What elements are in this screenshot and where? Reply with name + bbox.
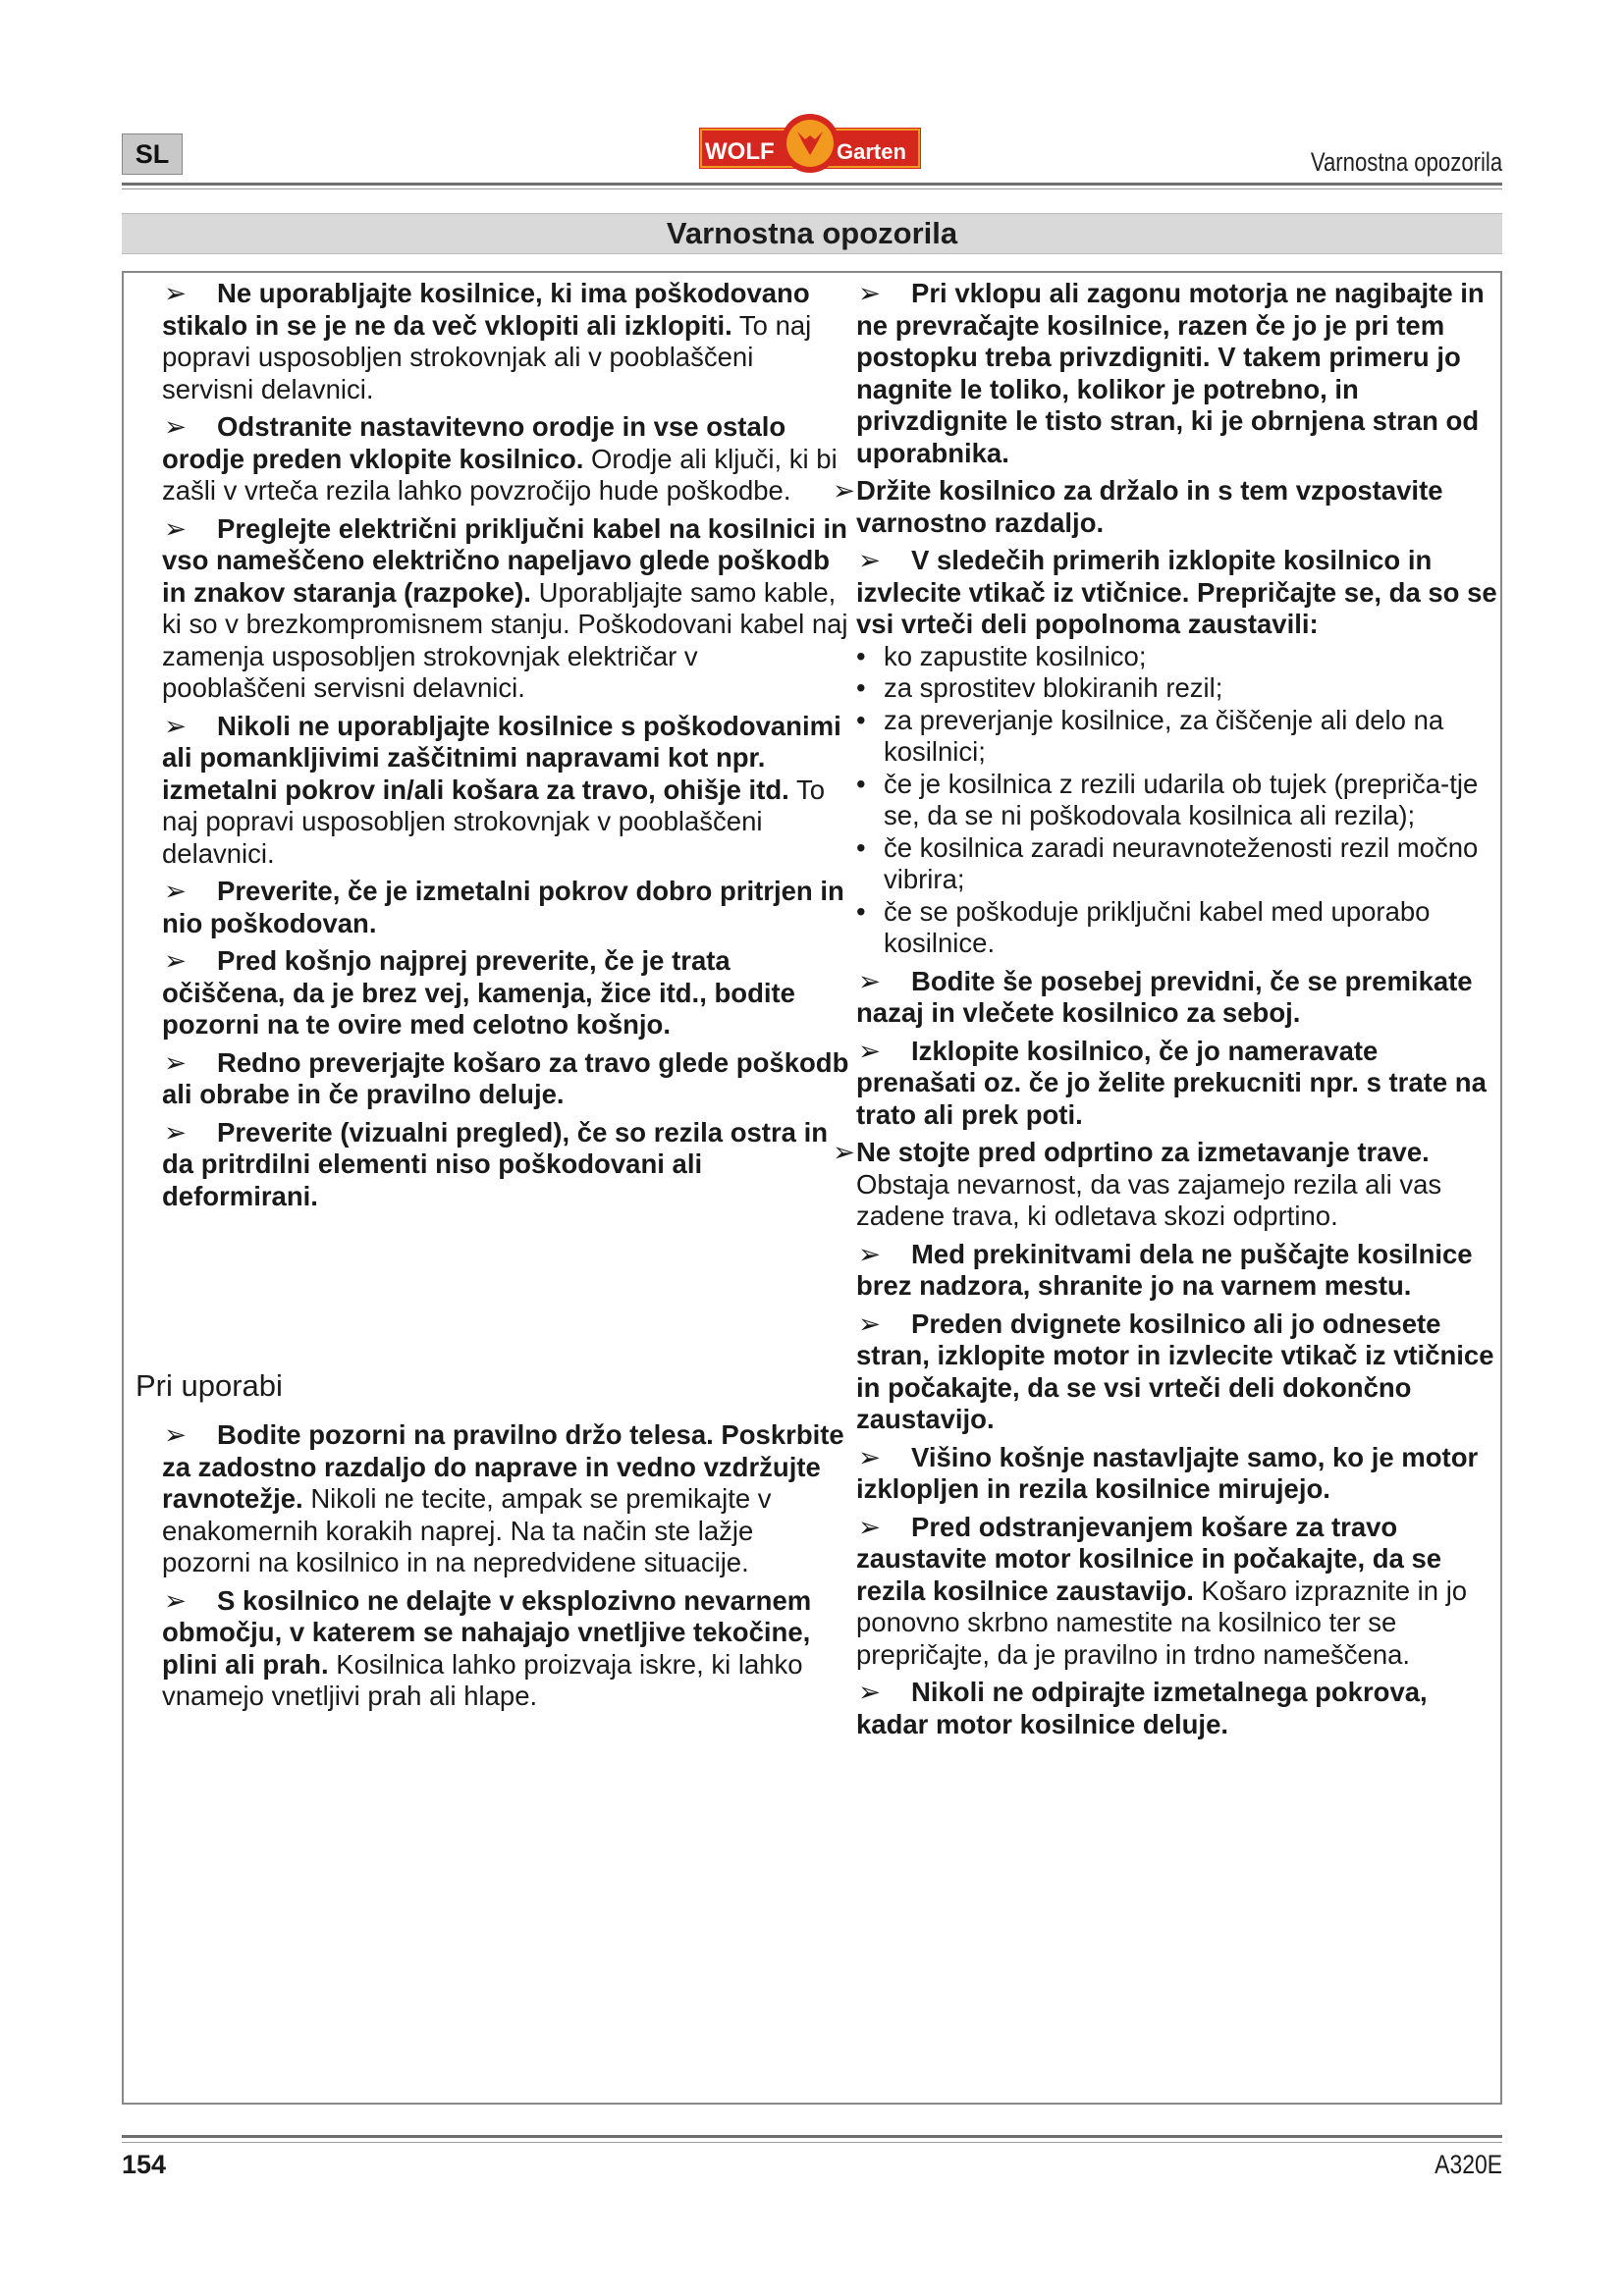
arrow-bullet-icon: ➢: [164, 512, 188, 544]
list-item: • za preverjanje kosilnice, za čiščenje ali delo na kosilnici;: [856, 704, 1444, 767]
warning-item: ➢ V sledečih primerih izklopite kosilnico in izvlecite vtikač iz vtičnice. Prepričajte se, da so se vsi vrteči deli popolnoma zaustavili:: [856, 545, 1497, 639]
warning-item: ➢ Pred odstranjevanjem košare za travo zaustavite motor kosilnice in počakajte, da se rezila kosilnice zaustavijo. Košaro izpraznite in jo ponovno skrbno namestite na kosilnico ter se prepričajte, da je pravilno in trdno nameščena.: [856, 1511, 1468, 1670]
arrow-bullet-icon: ➢: [164, 710, 188, 741]
stop-conditions-list: [856, 641, 1504, 960]
arrow-bullet-icon: ➢: [164, 1116, 188, 1148]
warning-item: ➢ Preglejte električni priključni kabel na kosilnici in vso nameščeno električno napeljavo glede poškodb in znakov staranja (razpoke). Uporabljajte samo kable, ki so v brezkompromisnem stanju. Poškodovani kabel naj zamenja usposobljen strokovnjak električar v pooblaščeni servisni delavnici.: [162, 512, 848, 703]
arrow-bullet-icon: ➢: [858, 1035, 882, 1066]
warning-item: ➢ Preverite, če je izmetalni pokrov dobro pritrjen in nio poškodovan.: [162, 876, 844, 938]
arrow-bullet-icon: ➢: [164, 945, 188, 976]
header-rule-thin: [122, 188, 1502, 189]
logo-text-wolf: WOLF: [705, 138, 775, 165]
section-heading-pri-uporabi: Pri uporabi: [135, 1368, 283, 1403]
footer-rule-thin: [122, 2142, 1502, 2143]
language-badge: SL: [122, 133, 183, 175]
warning-item: ➢ Bodite še posebej previdni, če se premikate nazaj in vlečete kosilnico za seboj.: [856, 965, 1473, 1028]
warning-item: ➢ Preverite (vizualni pregled), če so rezila ostra in da pritrdilni elementi niso poškodovani ali deformirani.: [162, 1116, 829, 1211]
dot-bullet-icon: •: [856, 831, 866, 863]
list-item: • če kosilnica zaradi neuravnoteženosti rezil močno vibrira;: [856, 831, 1479, 894]
arrow-bullet-icon: ➢: [164, 876, 188, 906]
warning-item: ➢ Bodite pozorni na pravilno držo telesa. Poskrbite za zadostno razdaljo do naprave in vedno vzdržujte ravnotežje. Nikoli ne tecite, ampak se premikajte v enakomernih korakih naprej. Na ta način ste lažje pozorni na kosilnico in na nepredvidene situacije.: [162, 1419, 844, 1577]
left-column-usage: [162, 1419, 849, 1719]
page-title: Varnostna opozorila: [122, 213, 1502, 254]
warning-item: ➢ Izklopite kosilnico, če jo nameravate prenašati oz. če jo želite prekucniti npr. s trate na trato ali prek poti.: [856, 1035, 1487, 1130]
warning-item: ➢Držite kosilnico za držalo in s tem vzpostavite varnostno razdaljo.: [833, 475, 1443, 538]
dot-bullet-icon: •: [856, 672, 866, 703]
arrow-bullet-icon: ➢: [858, 545, 882, 575]
list-item: • če je kosilnica z rezili udarila ob tujek (prepriča-tje se, da se ni poškodovala kosilnica ali rezila);: [856, 768, 1479, 830]
warning-item: ➢ Ne uporabljajte kosilnice, ki ima poškodovano stikalo in se je ne da več vklopiti ali izklopiti. To naj popravi usposobljen strokovnjak ali v pooblaščeni servisni delavnici.: [162, 278, 812, 404]
arrow-bullet-icon: ➢: [858, 965, 882, 996]
footer-rule: [122, 2135, 1502, 2138]
arrow-bullet-icon: ➢: [164, 1046, 188, 1078]
dot-bullet-icon: •: [856, 704, 866, 735]
warning-item: ➢ Med prekinitvami dela ne puščajte kosilnice brez nadzora, shranite jo na varnem mestu.: [856, 1238, 1473, 1301]
header-rule: [122, 183, 1502, 186]
warning-item: ➢ Odstranite nastavitevno orodje in vse ostalo orodje preden vklopite kosilnico. Orodje ali ključi, ki bi zašli v vrteča rezila lahko povzročijo hude poškodbe.: [162, 411, 838, 506]
warning-item: ➢ Preden dvignete kosilnico ali jo odnesete stran, izklopite motor in izvlecite vtikač iz vtičnice in počakajte, da se vsi vrteči deli dokončno zaustavijo.: [856, 1308, 1494, 1434]
list-item: • če se poškoduje priključni kabel med uporabo kosilnice.: [856, 895, 1431, 958]
model-number: A320E: [1435, 2150, 1502, 2179]
arrow-bullet-icon: ➢: [858, 1238, 882, 1269]
list-item: • za sprostitev blokiranih rezil;: [856, 672, 1223, 703]
warning-item: ➢ S kosilnico ne delajte v eksplozivno nevarnem območju, v katerem se nahajajo vnetljive tekočine, plini ali prah. Kosilnica lahko proizvaja iskre, ki lahko vnamejo vnetljivi prah ali hlape.: [162, 1584, 812, 1711]
arrow-bullet-icon: ➢: [164, 1419, 188, 1450]
arrow-bullet-icon: ➢: [833, 475, 856, 506]
warning-item: ➢Ne stojte pred odprtino za izmetavanje trave. Obstaja nevarnost, da vas zajamejo rezila ali vas zadene trava, ki odletava skozi odprtino.: [833, 1137, 1442, 1231]
warning-item: ➢ Pred košnjo najprej preverite, če je trata očiščena, da je brez vej, kamenja, žice itd., bodite pozorni na te ovire med celotno košnjo.: [162, 945, 795, 1040]
arrow-bullet-icon: ➢: [164, 1584, 188, 1616]
arrow-bullet-icon: ➢: [164, 411, 188, 442]
arrow-bullet-icon: ➢: [858, 1677, 882, 1707]
arrow-bullet-icon: ➢: [858, 278, 882, 308]
left-column: [162, 278, 849, 1218]
dot-bullet-icon: •: [856, 640, 866, 671]
dot-bullet-icon: •: [856, 768, 866, 799]
arrow-bullet-icon: ➢: [858, 1441, 882, 1472]
warning-item: ➢ Nikoli ne uporabljajte kosilnice s poškodovanimi ali pomankljivimi zaščitnimi napravami kot npr. izmetalni pokrov in/ali košara za travo, ohišje itd. To naj popravi usposobljen strokovnjak v pooblaščeni delavnici.: [162, 710, 841, 869]
warning-item: ➢ Višino košnje nastavljajte samo, ko je motor izklopljen in rezila kosilnice mirujejo.: [856, 1441, 1479, 1504]
page-number: 154: [122, 2150, 167, 2179]
wolf-garten-logo: [699, 112, 921, 177]
warning-item: ➢ Nikoli ne odpirajte izmetalnega pokrova, kadar motor kosilnice deluje.: [856, 1677, 1428, 1739]
arrow-bullet-icon: ➢: [858, 1511, 882, 1542]
list-item: • ko zapustite kosilnico;: [856, 640, 1147, 671]
arrow-bullet-icon: ➢: [858, 1308, 882, 1339]
header-section-title: Varnostna opozorila: [1310, 147, 1502, 177]
right-column: [833, 278, 1504, 1746]
arrow-bullet-icon: ➢: [833, 1137, 856, 1167]
logo-text-garten: Garten: [837, 139, 906, 164]
warning-item: ➢ Redno preverjajte košaro za travo glede poškodb ali obrabe in če pravilno deluje.: [162, 1046, 849, 1109]
warning-item: ➢ Pri vklopu ali zagonu motorja ne nagibajte in ne prevračajte kosilnice, razen če jo je pri tem postopku treba privzdigniti. V takem primeru jo nagnite le toliko, kolikor je potrebno, in privzdignite le tisto stran, ki je obrnjena stran od uporabnika.: [856, 278, 1485, 468]
arrow-bullet-icon: ➢: [164, 278, 188, 308]
dot-bullet-icon: •: [856, 895, 866, 927]
